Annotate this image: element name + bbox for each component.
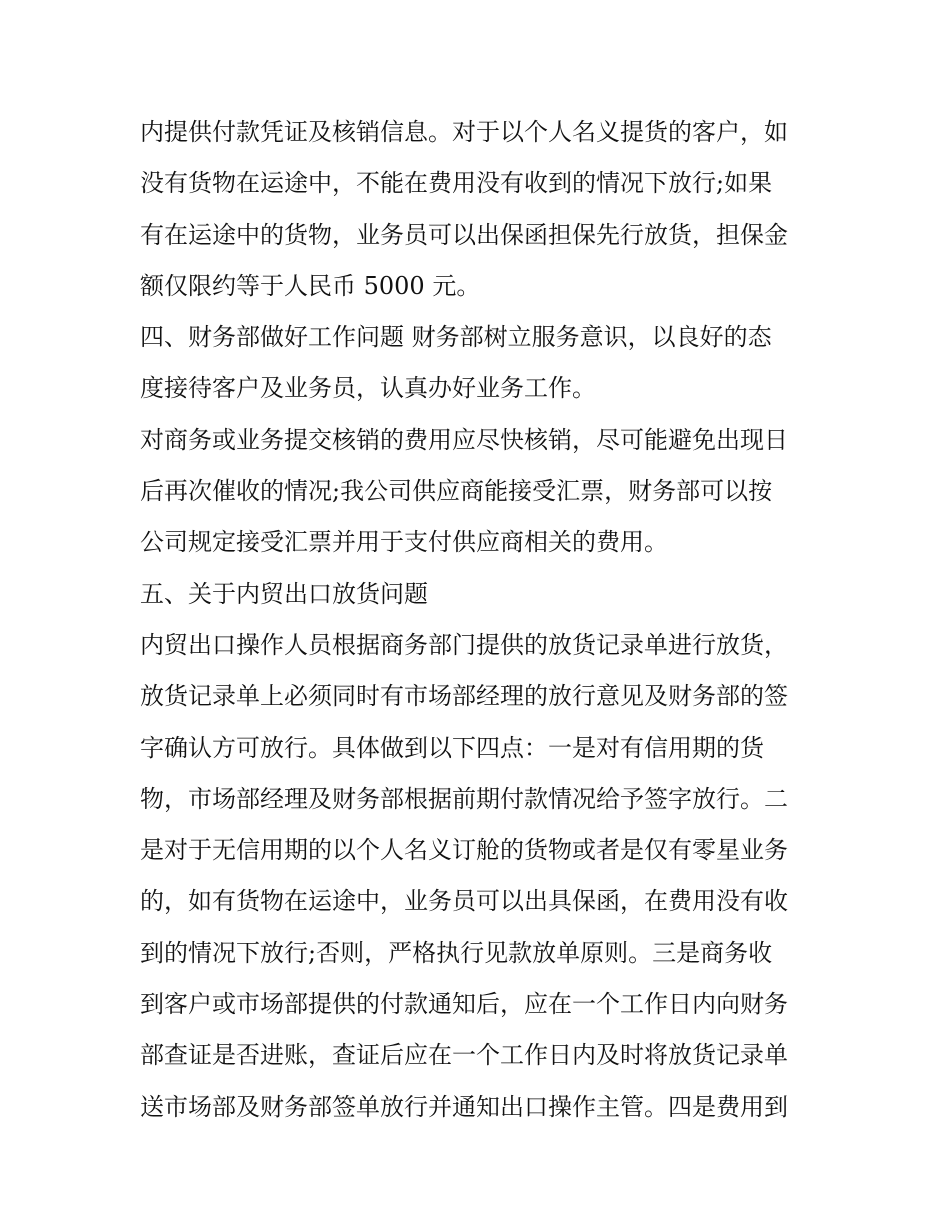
text-line: 的，如有货物在运途中，业务员可以出具保函，在费用没有收	[140, 887, 788, 916]
text-line: 放货记录单上必须同时有市场部经理的放行意见及财务部的签	[140, 682, 788, 711]
section-heading-four: 四、财务部做好工作问题 财务部树立服务意识，以良好的态	[140, 323, 772, 352]
text-line: 内贸出口操作人员根据商务部门提供的放货记录单进行放货，	[140, 630, 788, 659]
text-line: 到的情况下放行;否则，严格执行见款放单原则。三是商务收	[140, 938, 773, 967]
text-line: 度接待客户及业务员，认真办好业务工作。	[140, 374, 596, 403]
text-line: 对商务或业务提交核销的费用应尽快核销，尽可能避免出现日	[140, 425, 788, 454]
text-line: 送市场部及财务部签单放行并通知出口操作主管。四是费用到	[140, 1092, 788, 1121]
section-heading-five: 五、关于内贸出口放货问题	[140, 579, 428, 608]
text-line: 没有货物在运途中，不能在费用没有收到的情况下放行;如果	[140, 169, 773, 198]
text-line: 物，市场部经理及财务部根据前期付款情况给予签字放行。二	[140, 784, 788, 813]
text-line: 字确认方可放行。具体做到以下四点：一是对有信用期的货	[140, 733, 764, 762]
document-body	[140, 107, 820, 1133]
text-line: 有在运途中的货物，业务员可以出保函担保先行放货，担保金	[140, 220, 788, 249]
text-line: 公司规定接受汇票并用于支付供应商相关的费用。	[140, 528, 668, 557]
text-line: 是对于无信用期的以个人名义订舱的货物或者是仅有零星业务	[140, 836, 788, 865]
text-line: 部查证是否进账，查证后应在一个工作日内及时将放货记录单	[140, 1041, 788, 1070]
text-line: 到客户或市场部提供的付款通知后，应在一个工作日内向财务	[140, 990, 788, 1019]
text-line: 后再次催收的情况;我公司供应商能接受汇票，财务部可以按	[140, 477, 773, 506]
text-line: 内提供付款凭证及核销信息。对于以个人名义提货的客户，如	[140, 118, 788, 146]
text-line: 额仅限约等于人民币 5000 元。	[140, 271, 481, 300]
